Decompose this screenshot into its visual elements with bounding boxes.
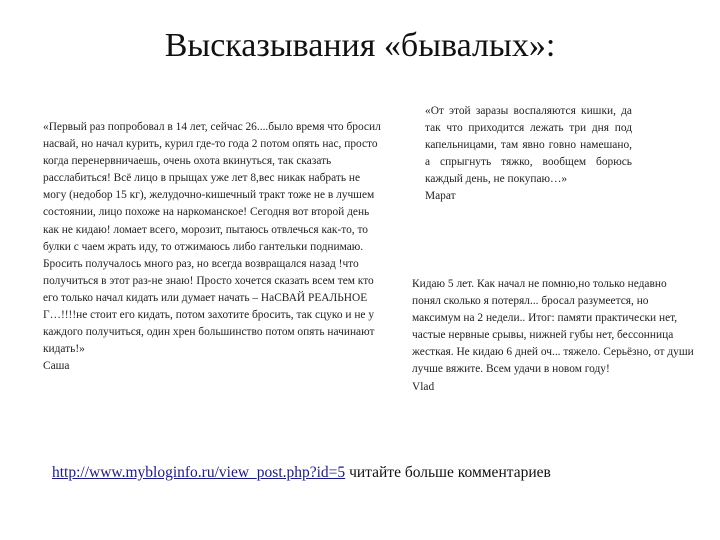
quote-block-marat — [425, 103, 632, 206]
source-footer — [52, 463, 692, 483]
quote-author: Саша — [43, 360, 70, 373]
source-link[interactable]: http://www.mybloginfo.ru/view_post.php?id=5 — [52, 464, 346, 481]
quote-text: Кидаю 5 лет. Как начал не помню,но только недавно понял сколько я потерял... бросал разумеется, но максимум на 2 недели.. Итог: памяти практически нет, частые нервные срывы, нижней губы нет, бессонница жесткая. Не кидаю 6 дней оч... тяжело. Серьёзно, от души лучше вяжите. Всем удачи в новом году! — [412, 278, 694, 376]
quote-block-sasha — [43, 119, 381, 375]
footer-suffix: читайте больше комментариев — [345, 464, 551, 481]
slide-title: Высказывания «бывалых»: — [164, 27, 556, 64]
quote-text: «Первый раз попробовал в 14 лет, сейчас 26....было время что бросил насвай, но начал курить, курил где-то года 2 потом опять нас, просто когда перенервничаешь, очень охота вкинуться, так сказать расслабиться! Всё лицо в прыщах уже лет 8,вес никак набрать не могу (недобор 15 кг), желудочно-кишечный тракт тоже не в лучшем состоянии, лицо похоже на наркоманское! Сегодня вот второй день как не кидаю! ломает всего, морозит, пытаюсь отвлечься как-то, то булки с чаем жрать иду, то отжимаюсь либо гантельки поднимаю. Бросить получалось много раз, но всегда возвращался назад !что получиться в этот раз-не знаю! Просто хочется сказать всем тем кто его только начал кидать или думает начать – НаСВАЙ РЕАЛЬНОЕ Г…!!!!не стоит его кидать, потом захотите бросить, так сцуко и не у каждого получиться, один хрен большинство потом опять начинают кидать!» — [43, 121, 381, 356]
quote-author: Vlad — [412, 380, 435, 393]
quote-text: «От этой заразы воспаляются кишки, да так что приходится лежать три дня под капельницами, там явно говно намешано, а спрыгнуть тяжко, вообщем борюсь каждый день, не покупаю…» — [425, 105, 632, 186]
quote-author: Марат — [425, 190, 456, 203]
quote-block-vlad — [412, 276, 694, 396]
